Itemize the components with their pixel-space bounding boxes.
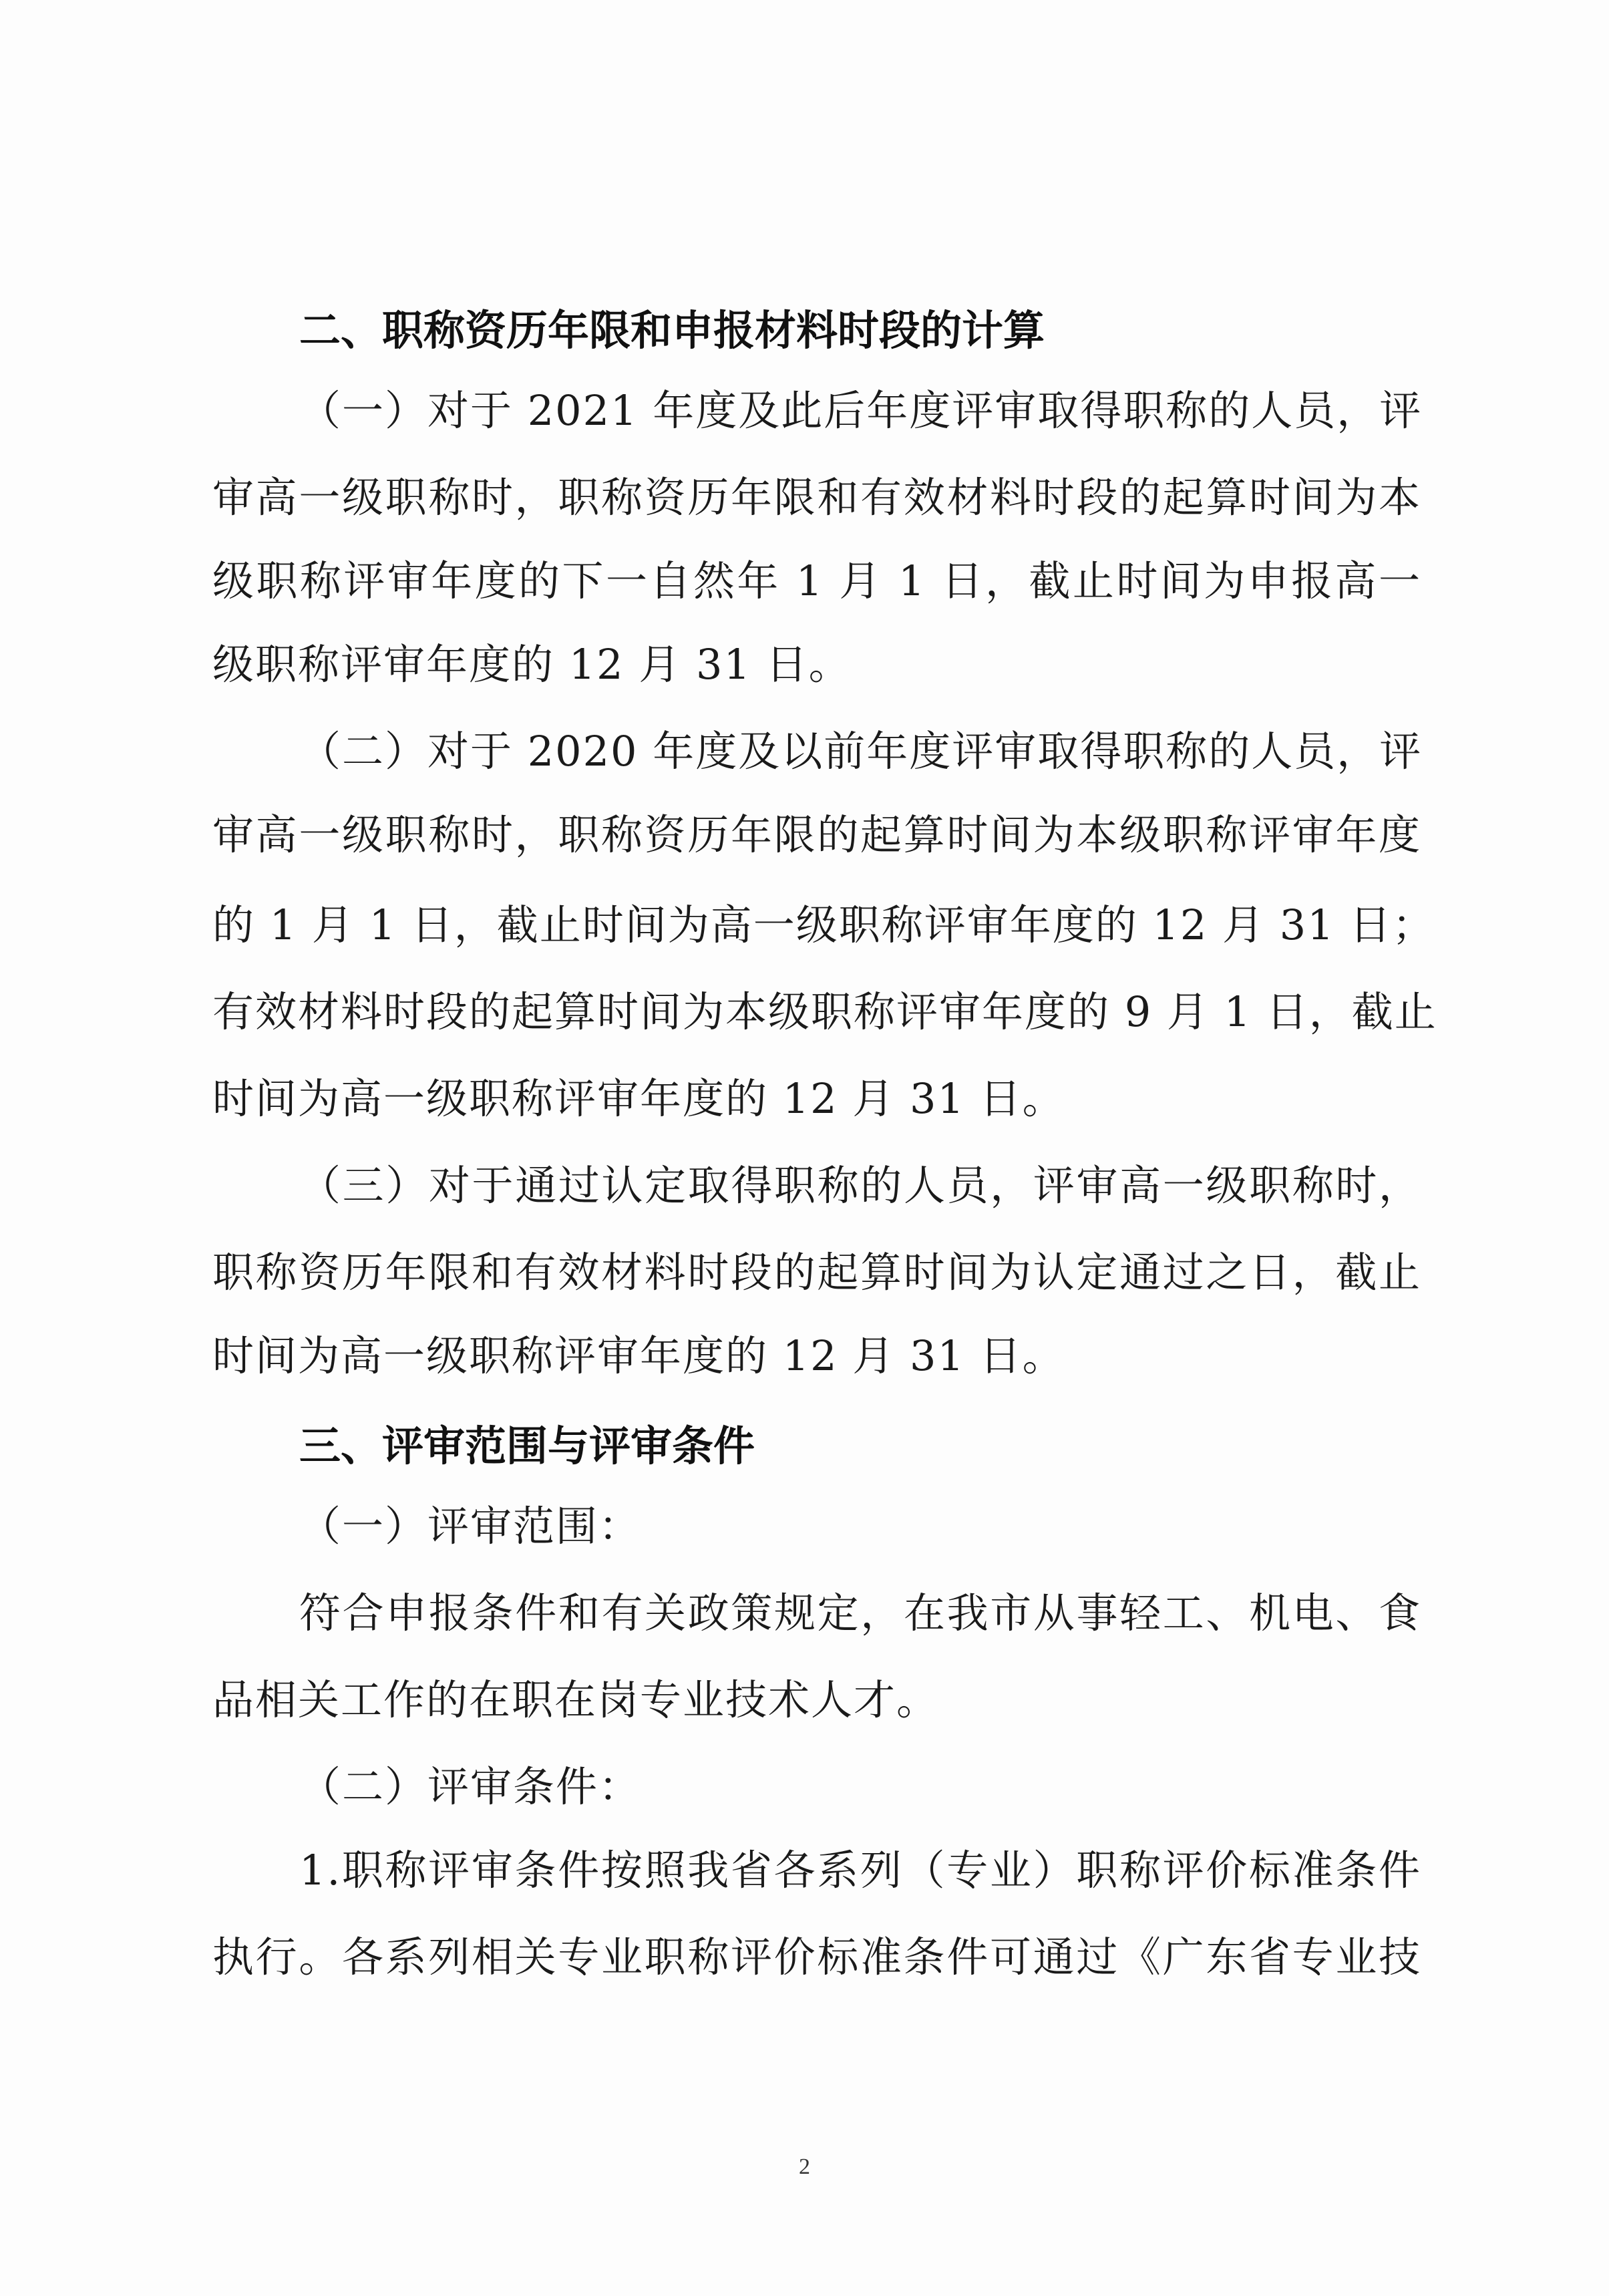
para-3-line-1: （三）对于通过认定取得职称的人员，评审高一级职称时， <box>299 1161 1421 1210</box>
page-number: 2 <box>799 2154 810 2179</box>
para-3-line-2: 职称资历年限和有效材料时段的起算时间为认定通过之日，截止 <box>212 1248 1421 1297</box>
conditions-subtitle: （二）评审条件： <box>299 1762 642 1811</box>
para-2-line-5: 时间为高一级职称评审年度的 12 月 31 日。 <box>212 1074 1065 1123</box>
para-1-line-3: 级职称评审年度的下一自然年 1 月 1 日，截止时间为申报高一 <box>212 556 1421 605</box>
para-1-line-2: 审高一级职称时，职称资历年限和有效材料时段的起算时间为本 <box>212 473 1421 522</box>
para-1-line-1: （一）对于 2021 年度及此后年度评审取得职称的人员，评 <box>299 386 1423 435</box>
section-2-heading: 二、职称资历年限和申报材料时段的计算 <box>299 306 1045 355</box>
scope-line-1: 符合申报条件和有关政策规定，在我市从事轻工、机电、食 <box>299 1589 1421 1637</box>
section-3-heading: 三、评审范围与评审条件 <box>299 1422 755 1470</box>
conditions-line-2: 执行。各系列相关专业职称评价标准条件可通过《广东省专业技 <box>212 1933 1421 1981</box>
para-2-line-4: 有效材料时段的起算时间为本级职称评审年度的 9 月 1 日，截止 <box>212 987 1437 1036</box>
scope-line-2: 品相关工作的在职在岗专业技术人才。 <box>212 1675 940 1724</box>
para-1-line-4: 级职称评审年度的 12 月 31 日。 <box>212 640 852 689</box>
para-2-line-2: 审高一级职称时，职称资历年限的起算时间为本级职称评审年度 <box>212 810 1421 859</box>
para-3-line-3: 时间为高一级职称评审年度的 12 月 31 日。 <box>212 1331 1065 1380</box>
conditions-line-1: 1.职称评审条件按照我省各系列（专业）职称评价标准条件 <box>299 1846 1421 1895</box>
scope-subtitle: （一）评审范围： <box>299 1502 642 1550</box>
para-2-line-3: 的 1 月 1 日，截止时间为高一级职称评审年度的 12 月 31 日； <box>212 900 1435 949</box>
para-2-line-1: （二）对于 2020 年度及以前年度评审取得职称的人员，评 <box>299 727 1423 776</box>
